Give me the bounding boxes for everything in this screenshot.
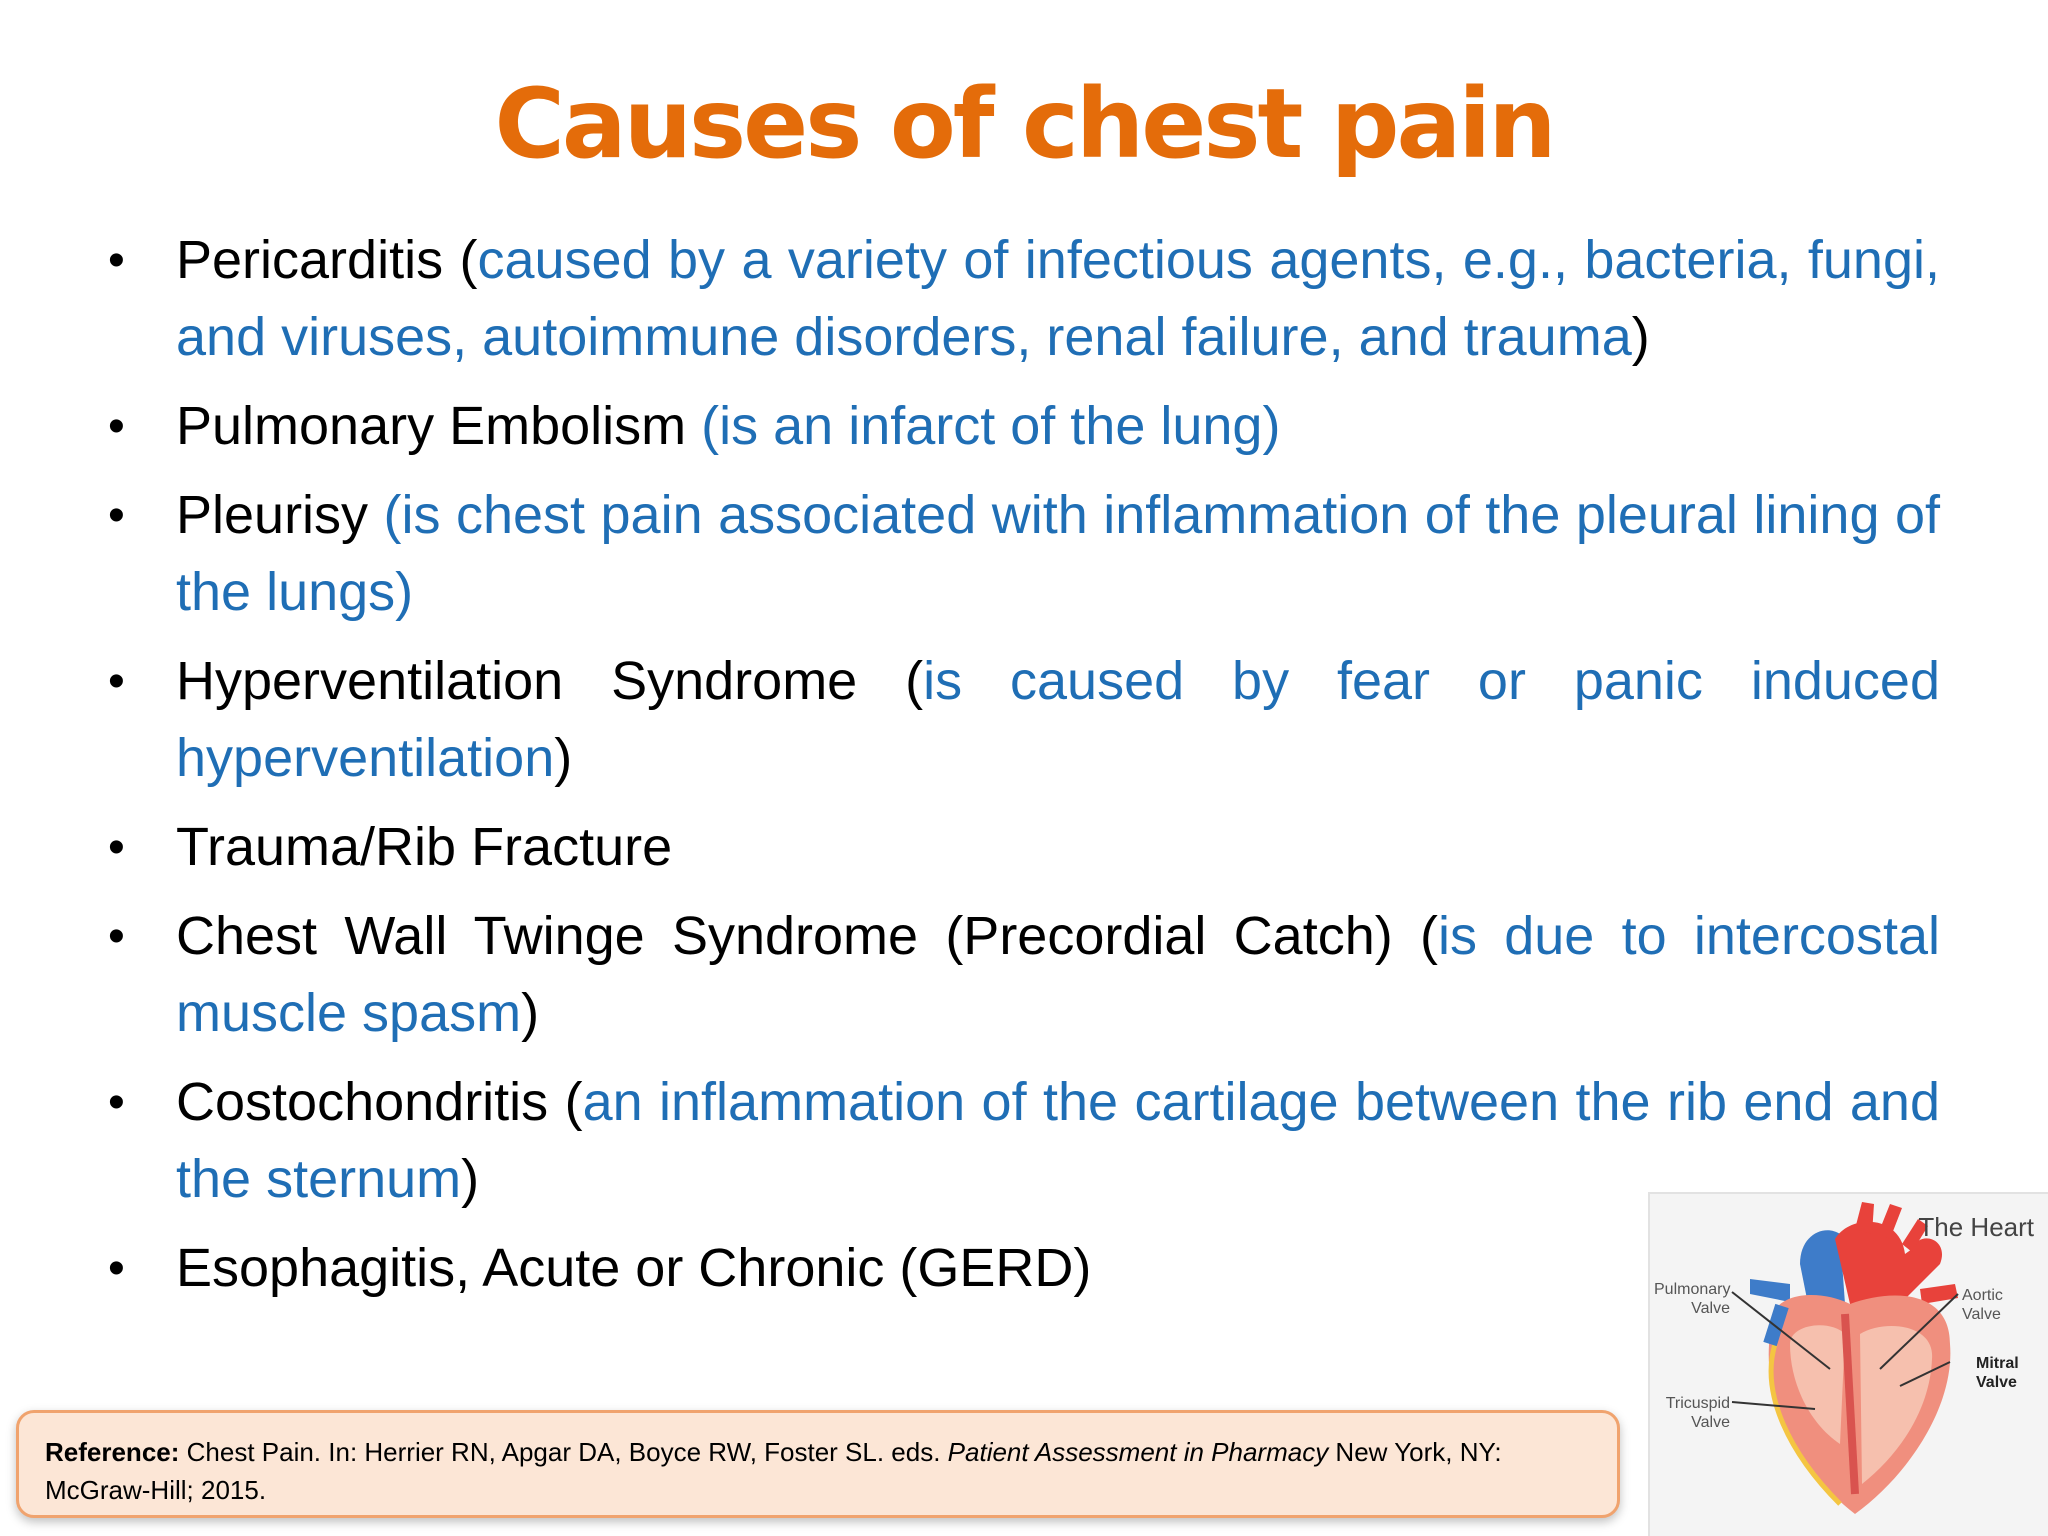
bullet-paren-close: ) [461,1149,480,1209]
bullet-detail: (is chest pain associated with inflammation of the pleural lining of the lungs) [176,485,1940,622]
label-tricuspid-valve: Tricuspid Valve [1665,1395,1730,1431]
bullet-detail: is due to intercostal muscle spasm [176,906,1940,1043]
list-item-chest-wall-twinge [108,898,1940,1052]
bullet-term: Hyperventilation Syndrome [176,651,906,711]
bullet-detail: an inflammation of the cartilage between the rib end and the sternum [176,1072,1940,1209]
label-aortic-valve: Aortic Valve [1962,1287,2003,1323]
list-item-pulmonary-embolism [108,388,1940,465]
reference-label: Reference: [45,1437,180,1467]
bullet-paren-close: ) [521,983,540,1043]
list-item-pleurisy [108,477,1940,631]
bullet-paren-open: ( [564,1072,583,1132]
slide-title: Causes of chest pain [494,68,1554,180]
bullet-paren-open: ( [459,230,478,290]
reference-publisher: New York, NY: McGraw-Hill; 2015. [45,1437,1502,1505]
bullet-detail: (is an infarct of the lung) [701,396,1281,456]
bullet-paren-open: ( [905,651,924,711]
bullet-term: Costochondritis [176,1072,565,1132]
reference-box [16,1410,1620,1518]
bullet-term: Esophagitis, Acute or Chronic (GERD) [176,1238,1092,1298]
bullet-term: Pleurisy [176,485,384,545]
list-item-hyperventilation [108,643,1940,797]
reference-book-title: Patient Assessment in Pharmacy [947,1437,1329,1467]
label-mitral-valve: Mitral Valve [1976,1355,2019,1391]
bullet-detail: is caused by fear or panic induced hyperventilation [176,651,1940,788]
bullet-term: Trauma/Rib Fracture [176,817,673,877]
bullet-detail: caused by a variety of infectious agents, e.g., bacteria, fungi, and viruses, autoimmune disorders, renal failure, and trauma [176,230,1940,367]
list-item-pericarditis [108,222,1940,376]
bullet-paren-close: ) [1631,307,1650,367]
bullet-term: Chest Wall Twinge Syndrome (Precordial Catch) [176,906,1420,966]
bullet-paren-close: ) [554,728,573,788]
heart-diagram [1648,1192,2048,1536]
bullet-paren-open: ( [1419,906,1438,966]
reference-text: Chest Pain. In: Herrier RN, Apgar DA, Boyce RW, Foster SL. eds. [179,1437,948,1467]
heart-title: The Heart [1918,1212,2034,1242]
list-item-trauma [108,809,1940,886]
label-pulmonary-valve: Pulmonary Valve [1654,1281,1731,1317]
causes-list [108,222,1940,1319]
bullet-term: Pericarditis [176,230,460,290]
bullet-term: Pulmonary Embolism [176,396,702,456]
